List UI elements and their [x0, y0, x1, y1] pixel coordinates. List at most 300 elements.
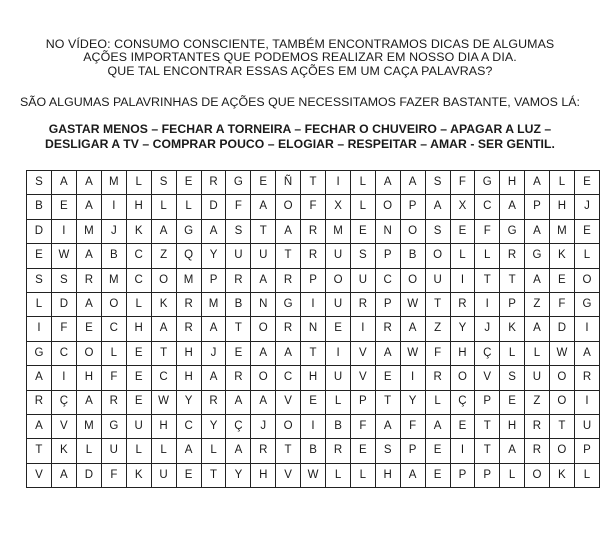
grid-cell[interactable]: V [351, 341, 376, 365]
grid-cell[interactable]: H [375, 463, 400, 487]
grid-cell[interactable]: T [276, 439, 301, 463]
grid-cell[interactable]: D [27, 219, 52, 243]
grid-cell[interactable]: T [226, 317, 251, 341]
grid-cell[interactable]: A [251, 341, 276, 365]
grid-cell[interactable]: R [276, 317, 301, 341]
grid-cell[interactable]: A [51, 171, 76, 195]
grid-cell[interactable]: E [326, 317, 351, 341]
grid-cell[interactable]: I [574, 317, 599, 341]
grid-cell[interactable]: L [500, 463, 525, 487]
grid-cell[interactable]: C [126, 244, 151, 268]
grid-cell[interactable]: W [549, 341, 574, 365]
grid-cell[interactable]: D [201, 195, 226, 219]
grid-cell[interactable]: H [151, 414, 176, 438]
grid-cell[interactable]: A [251, 390, 276, 414]
grid-cell[interactable]: G [475, 171, 500, 195]
grid-cell[interactable]: U [525, 366, 550, 390]
grid-cell[interactable]: R [375, 317, 400, 341]
grid-cell[interactable]: E [450, 414, 475, 438]
grid-cell[interactable]: D [76, 463, 101, 487]
grid-cell[interactable]: E [549, 268, 574, 292]
grid-cell[interactable]: L [351, 171, 376, 195]
grid-cell[interactable]: A [76, 390, 101, 414]
grid-cell[interactable]: A [251, 268, 276, 292]
grid-cell[interactable]: E [500, 390, 525, 414]
grid-cell[interactable]: T [27, 439, 52, 463]
grid-cell[interactable]: S [425, 171, 450, 195]
grid-cell[interactable]: R [226, 268, 251, 292]
grid-cell[interactable]: O [251, 317, 276, 341]
grid-cell[interactable]: H [500, 414, 525, 438]
grid-cell[interactable]: L [475, 244, 500, 268]
grid-cell[interactable]: J [251, 414, 276, 438]
grid-cell[interactable]: T [500, 268, 525, 292]
grid-cell[interactable]: S [500, 366, 525, 390]
grid-cell[interactable]: O [525, 463, 550, 487]
grid-cell[interactable]: A [525, 317, 550, 341]
grid-cell[interactable]: A [76, 195, 101, 219]
grid-cell[interactable]: R [27, 390, 52, 414]
grid-cell[interactable]: X [450, 195, 475, 219]
grid-cell[interactable]: L [326, 463, 351, 487]
grid-cell[interactable]: A [76, 171, 101, 195]
grid-cell[interactable]: R [351, 292, 376, 316]
grid-cell[interactable]: A [176, 439, 201, 463]
grid-cell[interactable]: U [326, 244, 351, 268]
grid-cell[interactable]: U [574, 414, 599, 438]
grid-cell[interactable]: I [101, 195, 126, 219]
grid-cell[interactable]: I [326, 341, 351, 365]
grid-cell[interactable]: S [51, 268, 76, 292]
grid-cell[interactable]: L [151, 195, 176, 219]
grid-cell[interactable]: L [351, 463, 376, 487]
grid-cell[interactable]: H [76, 366, 101, 390]
grid-cell[interactable]: E [226, 341, 251, 365]
grid-cell[interactable]: L [101, 341, 126, 365]
grid-cell[interactable]: L [126, 171, 151, 195]
grid-cell[interactable]: O [375, 195, 400, 219]
grid-cell[interactable]: Y [400, 390, 425, 414]
grid-cell[interactable]: U [226, 244, 251, 268]
grid-cell[interactable]: A [574, 341, 599, 365]
grid-cell[interactable]: U [351, 268, 376, 292]
grid-cell[interactable]: A [276, 219, 301, 243]
grid-cell[interactable]: E [126, 366, 151, 390]
grid-cell[interactable]: G [176, 219, 201, 243]
grid-cell[interactable]: R [326, 439, 351, 463]
grid-cell[interactable]: F [300, 195, 325, 219]
grid-cell[interactable]: E [51, 195, 76, 219]
grid-cell[interactable]: A [400, 463, 425, 487]
grid-cell[interactable]: R [525, 414, 550, 438]
grid-cell[interactable]: H [126, 317, 151, 341]
grid-cell[interactable]: E [425, 463, 450, 487]
grid-cell[interactable]: B [326, 414, 351, 438]
grid-cell[interactable]: C [51, 341, 76, 365]
grid-cell[interactable]: A [201, 317, 226, 341]
grid-cell[interactable]: M [76, 414, 101, 438]
grid-cell[interactable]: A [151, 317, 176, 341]
grid-cell[interactable]: O [76, 341, 101, 365]
grid-cell[interactable]: P [475, 390, 500, 414]
grid-cell[interactable]: B [400, 244, 425, 268]
grid-cell[interactable]: O [549, 366, 574, 390]
grid-cell[interactable]: O [276, 414, 301, 438]
grid-cell[interactable]: G [101, 414, 126, 438]
grid-cell[interactable]: L [326, 390, 351, 414]
grid-cell[interactable]: U [251, 244, 276, 268]
grid-cell[interactable]: A [425, 414, 450, 438]
grid-cell[interactable]: C [375, 268, 400, 292]
grid-cell[interactable]: K [151, 292, 176, 316]
grid-cell[interactable]: X [326, 195, 351, 219]
grid-cell[interactable]: A [51, 463, 76, 487]
grid-cell[interactable]: A [226, 439, 251, 463]
grid-cell[interactable]: M [176, 268, 201, 292]
grid-cell[interactable]: M [201, 292, 226, 316]
grid-cell[interactable]: L [176, 195, 201, 219]
grid-cell[interactable]: F [425, 341, 450, 365]
grid-cell[interactable]: Q [176, 244, 201, 268]
grid-cell[interactable]: Ç [226, 414, 251, 438]
grid-cell[interactable]: A [525, 171, 550, 195]
grid-cell[interactable]: F [101, 463, 126, 487]
grid-cell[interactable]: L [76, 439, 101, 463]
grid-cell[interactable]: L [500, 341, 525, 365]
grid-cell[interactable]: S [226, 219, 251, 243]
grid-cell[interactable]: T [276, 244, 301, 268]
grid-cell[interactable]: R [76, 268, 101, 292]
grid-cell[interactable]: W [400, 341, 425, 365]
grid-cell[interactable]: N [300, 317, 325, 341]
grid-cell[interactable]: Y [201, 244, 226, 268]
grid-cell[interactable]: E [27, 244, 52, 268]
grid-cell[interactable]: R [251, 439, 276, 463]
grid-cell[interactable]: N [251, 292, 276, 316]
grid-cell[interactable]: P [475, 463, 500, 487]
grid-cell[interactable]: A [27, 414, 52, 438]
grid-cell[interactable]: F [101, 366, 126, 390]
grid-cell[interactable]: P [525, 195, 550, 219]
grid-cell[interactable]: H [500, 171, 525, 195]
grid-cell[interactable]: T [300, 341, 325, 365]
grid-cell[interactable]: K [126, 463, 151, 487]
grid-cell[interactable]: I [475, 292, 500, 316]
grid-cell[interactable]: E [450, 219, 475, 243]
grid-cell[interactable]: F [400, 414, 425, 438]
grid-cell[interactable]: M [326, 219, 351, 243]
grid-cell[interactable]: A [201, 366, 226, 390]
grid-cell[interactable]: S [375, 439, 400, 463]
grid-cell[interactable]: W [400, 292, 425, 316]
grid-cell[interactable]: U [151, 463, 176, 487]
grid-cell[interactable]: F [226, 195, 251, 219]
grid-cell[interactable]: G [226, 171, 251, 195]
grid-cell[interactable]: B [226, 292, 251, 316]
grid-cell[interactable]: L [574, 463, 599, 487]
grid-cell[interactable]: S [151, 171, 176, 195]
grid-cell[interactable]: P [400, 439, 425, 463]
grid-cell[interactable]: A [76, 244, 101, 268]
grid-cell[interactable]: P [400, 195, 425, 219]
grid-cell[interactable]: C [276, 366, 301, 390]
grid-cell[interactable]: R [500, 244, 525, 268]
grid-cell[interactable]: K [500, 317, 525, 341]
grid-cell[interactable]: C [475, 195, 500, 219]
grid-cell[interactable]: O [574, 268, 599, 292]
grid-cell[interactable]: Y [450, 317, 475, 341]
grid-cell[interactable]: T [251, 219, 276, 243]
grid-cell[interactable]: E [126, 390, 151, 414]
grid-cell[interactable]: J [574, 195, 599, 219]
grid-cell[interactable]: I [326, 171, 351, 195]
grid-cell[interactable]: F [351, 414, 376, 438]
grid-cell[interactable]: A [525, 268, 550, 292]
grid-cell[interactable]: F [549, 292, 574, 316]
grid-cell[interactable]: S [425, 219, 450, 243]
grid-cell[interactable]: U [425, 268, 450, 292]
grid-cell[interactable]: P [300, 268, 325, 292]
grid-cell[interactable]: P [574, 439, 599, 463]
grid-cell[interactable]: D [549, 317, 574, 341]
grid-cell[interactable]: J [101, 219, 126, 243]
grid-cell[interactable]: I [351, 317, 376, 341]
grid-cell[interactable]: C [176, 414, 201, 438]
grid-cell[interactable]: T [425, 292, 450, 316]
grid-cell[interactable]: I [300, 292, 325, 316]
grid-cell[interactable]: F [51, 317, 76, 341]
grid-cell[interactable]: E [375, 366, 400, 390]
grid-cell[interactable]: A [500, 439, 525, 463]
grid-cell[interactable]: V [351, 366, 376, 390]
grid-cell[interactable]: E [126, 341, 151, 365]
grid-cell[interactable]: P [450, 463, 475, 487]
grid-cell[interactable]: A [27, 366, 52, 390]
grid-cell[interactable]: A [425, 195, 450, 219]
grid-cell[interactable]: A [375, 341, 400, 365]
grid-cell[interactable]: T [201, 463, 226, 487]
grid-cell[interactable]: V [475, 366, 500, 390]
grid-cell[interactable]: U [326, 292, 351, 316]
grid-cell[interactable]: R [101, 390, 126, 414]
grid-cell[interactable]: E [574, 219, 599, 243]
grid-cell[interactable]: R [201, 171, 226, 195]
grid-cell[interactable]: L [574, 244, 599, 268]
grid-cell[interactable]: L [151, 439, 176, 463]
grid-cell[interactable]: N [375, 219, 400, 243]
grid-cell[interactable]: R [450, 292, 475, 316]
grid-cell[interactable]: E [251, 171, 276, 195]
grid-cell[interactable]: L [126, 292, 151, 316]
grid-cell[interactable]: C [126, 268, 151, 292]
grid-cell[interactable]: O [549, 439, 574, 463]
grid-cell[interactable]: Y [176, 390, 201, 414]
grid-cell[interactable]: V [276, 463, 301, 487]
grid-cell[interactable]: U [126, 414, 151, 438]
grid-cell[interactable]: M [549, 219, 574, 243]
grid-cell[interactable]: A [400, 317, 425, 341]
grid-cell[interactable]: R [300, 219, 325, 243]
grid-cell[interactable]: E [300, 390, 325, 414]
grid-cell[interactable]: O [276, 195, 301, 219]
grid-cell[interactable]: P [351, 390, 376, 414]
grid-cell[interactable]: E [76, 317, 101, 341]
grid-cell[interactable]: O [549, 390, 574, 414]
grid-cell[interactable]: L [450, 244, 475, 268]
grid-cell[interactable]: R [276, 268, 301, 292]
grid-cell[interactable]: T [151, 341, 176, 365]
grid-cell[interactable]: O [400, 268, 425, 292]
grid-cell[interactable]: A [201, 219, 226, 243]
grid-cell[interactable]: Ç [475, 341, 500, 365]
grid-cell[interactable]: T [549, 414, 574, 438]
grid-cell[interactable]: A [76, 292, 101, 316]
grid-cell[interactable]: Z [525, 390, 550, 414]
grid-cell[interactable]: K [549, 463, 574, 487]
grid-cell[interactable]: Z [425, 317, 450, 341]
grid-cell[interactable]: Y [201, 414, 226, 438]
grid-cell[interactable]: E [176, 463, 201, 487]
grid-cell[interactable]: A [375, 414, 400, 438]
grid-cell[interactable]: D [51, 292, 76, 316]
grid-cell[interactable]: E [176, 171, 201, 195]
grid-cell[interactable]: P [500, 292, 525, 316]
grid-cell[interactable]: E [574, 171, 599, 195]
grid-cell[interactable]: I [27, 317, 52, 341]
grid-cell[interactable]: L [201, 439, 226, 463]
grid-cell[interactable]: O [101, 292, 126, 316]
grid-cell[interactable]: E [425, 439, 450, 463]
grid-cell[interactable]: V [276, 390, 301, 414]
grid-cell[interactable]: A [226, 390, 251, 414]
grid-cell[interactable]: M [101, 171, 126, 195]
grid-cell[interactable]: B [300, 439, 325, 463]
grid-cell[interactable]: P [201, 268, 226, 292]
grid-cell[interactable]: G [525, 244, 550, 268]
grid-cell[interactable]: C [101, 317, 126, 341]
grid-cell[interactable]: S [351, 244, 376, 268]
grid-cell[interactable]: L [126, 439, 151, 463]
grid-cell[interactable]: G [27, 341, 52, 365]
grid-cell[interactable]: I [51, 219, 76, 243]
grid-cell[interactable]: H [126, 195, 151, 219]
grid-cell[interactable]: L [351, 195, 376, 219]
word-search-grid [26, 170, 600, 488]
grid-cell[interactable]: F [450, 171, 475, 195]
grid-cell[interactable]: A [500, 195, 525, 219]
grid-cell[interactable]: L [27, 292, 52, 316]
grid-cell[interactable]: R [176, 317, 201, 341]
grid-cell[interactable]: I [300, 414, 325, 438]
grid-cell[interactable]: G [574, 292, 599, 316]
grid-cell[interactable]: A [276, 341, 301, 365]
grid-cell[interactable]: M [76, 219, 101, 243]
grid-cell[interactable]: Z [151, 244, 176, 268]
grid-cell[interactable]: R [201, 390, 226, 414]
grid-cell[interactable]: G [500, 219, 525, 243]
grid-cell[interactable]: H [251, 463, 276, 487]
grid-cell[interactable]: O [251, 366, 276, 390]
grid-cell[interactable]: R [425, 366, 450, 390]
grid-cell[interactable]: Ç [51, 390, 76, 414]
grid-cell[interactable]: T [375, 390, 400, 414]
grid-cell[interactable]: A [375, 171, 400, 195]
grid-cell[interactable]: E [351, 219, 376, 243]
grid-cell[interactable]: M [101, 268, 126, 292]
grid-cell[interactable]: T [475, 268, 500, 292]
grid-cell[interactable]: O [326, 268, 351, 292]
grid-cell[interactable]: R [226, 366, 251, 390]
grid-cell[interactable]: A [525, 219, 550, 243]
grid-cell[interactable]: I [574, 390, 599, 414]
grid-cell[interactable]: I [450, 268, 475, 292]
grid-cell[interactable]: R [574, 366, 599, 390]
grid-cell[interactable]: I [400, 366, 425, 390]
grid-cell[interactable]: W [151, 390, 176, 414]
grid-cell[interactable]: O [400, 219, 425, 243]
grid-cell[interactable]: R [300, 244, 325, 268]
grid-cell[interactable]: L [525, 341, 550, 365]
grid-cell[interactable]: A [400, 171, 425, 195]
grid-cell[interactable]: P [375, 244, 400, 268]
grid-cell[interactable]: O [450, 366, 475, 390]
grid-cell[interactable]: R [525, 439, 550, 463]
grid-cell[interactable]: U [101, 439, 126, 463]
grid-cell[interactable]: B [101, 244, 126, 268]
grid-cell[interactable]: H [549, 195, 574, 219]
grid-cell[interactable]: A [151, 219, 176, 243]
grid-cell[interactable]: T [300, 171, 325, 195]
grid-cell[interactable]: O [151, 268, 176, 292]
grid-cell[interactable]: J [475, 317, 500, 341]
grid-cell[interactable]: K [126, 219, 151, 243]
grid-cell[interactable]: V [27, 463, 52, 487]
grid-cell[interactable]: Ñ [276, 171, 301, 195]
grid-cell[interactable]: H [300, 366, 325, 390]
grid-cell[interactable]: S [27, 268, 52, 292]
grid-cell[interactable]: K [549, 244, 574, 268]
grid-cell[interactable]: H [176, 366, 201, 390]
grid-cell[interactable]: B [27, 195, 52, 219]
grid-cell[interactable]: Ç [450, 390, 475, 414]
grid-cell[interactable]: Y [226, 463, 251, 487]
grid-cell[interactable]: G [276, 292, 301, 316]
grid-cell[interactable]: H [176, 341, 201, 365]
grid-cell[interactable]: C [151, 366, 176, 390]
grid-cell[interactable]: L [425, 390, 450, 414]
grid-cell[interactable]: W [51, 244, 76, 268]
grid-cell[interactable]: E [351, 439, 376, 463]
grid-cell[interactable]: P [375, 292, 400, 316]
grid-cell[interactable]: T [475, 414, 500, 438]
grid-cell[interactable]: I [51, 366, 76, 390]
grid-cell[interactable]: R [176, 292, 201, 316]
grid-cell[interactable]: O [425, 244, 450, 268]
grid-cell[interactable]: W [300, 463, 325, 487]
grid-cell[interactable]: J [201, 341, 226, 365]
grid-cell[interactable]: A [251, 195, 276, 219]
grid-cell[interactable]: S [27, 171, 52, 195]
grid-cell[interactable]: I [450, 439, 475, 463]
grid-cell[interactable]: Z [525, 292, 550, 316]
grid-cell[interactable]: K [51, 439, 76, 463]
grid-cell[interactable]: V [51, 414, 76, 438]
grid-cell[interactable]: H [450, 341, 475, 365]
grid-cell[interactable]: T [475, 439, 500, 463]
grid-cell[interactable]: L [549, 171, 574, 195]
grid-cell[interactable]: F [475, 219, 500, 243]
grid-cell[interactable]: U [326, 366, 351, 390]
